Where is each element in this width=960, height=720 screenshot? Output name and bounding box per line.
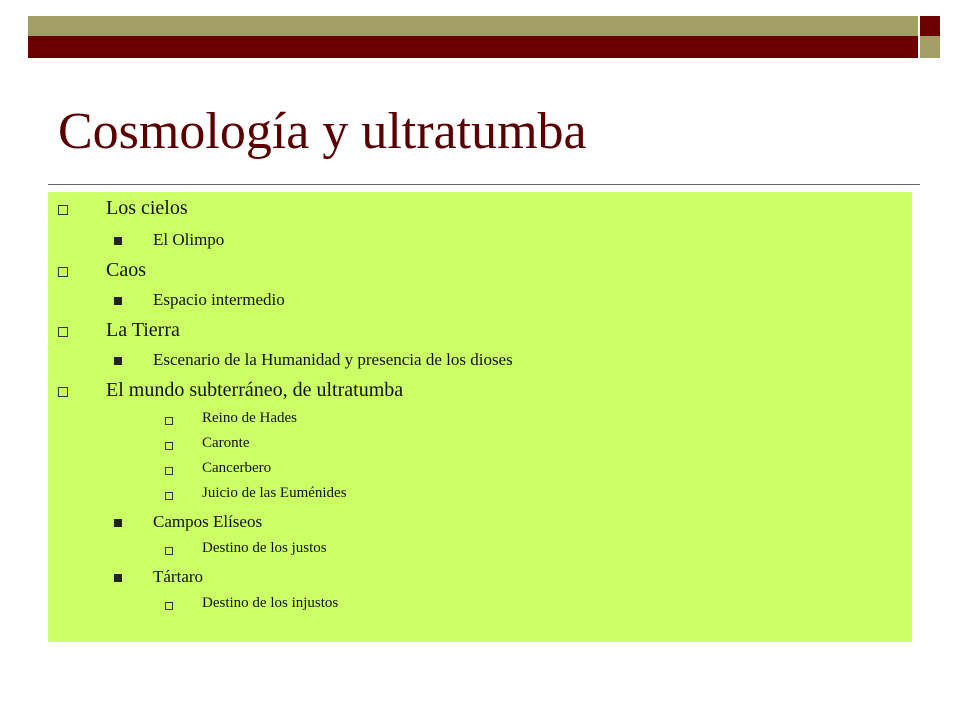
hollow-square-icon [58,387,68,397]
list-item-text: Los cielos [106,197,188,219]
slide-title: Cosmología y ultratumba [58,103,587,160]
content-panel [48,192,912,642]
hollow-square-icon [165,417,173,425]
list-item-text: Caos [106,259,146,281]
header-bar [0,0,960,64]
list-item-text: Destino de los justos [202,540,327,556]
hollow-square-icon [165,492,173,500]
list-item-text: Destino de los injustos [202,595,339,611]
list-item-text: La Tierra [106,319,180,341]
filled-square-icon [114,574,122,582]
header-corner-maroon [920,16,940,36]
list-item-text: Tártaro [153,567,204,586]
header-stripe-olive [28,16,918,36]
hollow-square-icon [58,205,68,215]
hollow-square-icon [165,442,173,450]
filled-square-icon [114,519,122,527]
filled-square-icon [114,237,122,245]
list-item-text: El mundo subterráneo, de ultratumba [106,379,404,401]
list-item-text: Campos Elíseos [153,512,263,531]
list-item-text: Cancerbero [202,460,272,476]
header-stripe-maroon [28,36,918,58]
list-item-text: El Olimpo [153,230,225,249]
list-item-text: Espacio intermedio [153,290,285,309]
hollow-square-icon [165,602,173,610]
list-item-text: Escenario de la Humanidad y presencia de los dioses [153,350,513,369]
hollow-square-icon [58,327,68,337]
title-divider [48,184,920,185]
filled-square-icon [114,297,122,305]
hollow-square-icon [165,467,173,475]
list-item-text: Juicio de las Euménides [202,485,347,501]
hollow-square-icon [165,547,173,555]
list-item-text: Caronte [202,435,250,451]
hollow-square-icon [58,267,68,277]
header-corner-olive [920,36,940,58]
filled-square-icon [114,357,122,365]
list-item-text: Reino de Hades [202,410,297,426]
